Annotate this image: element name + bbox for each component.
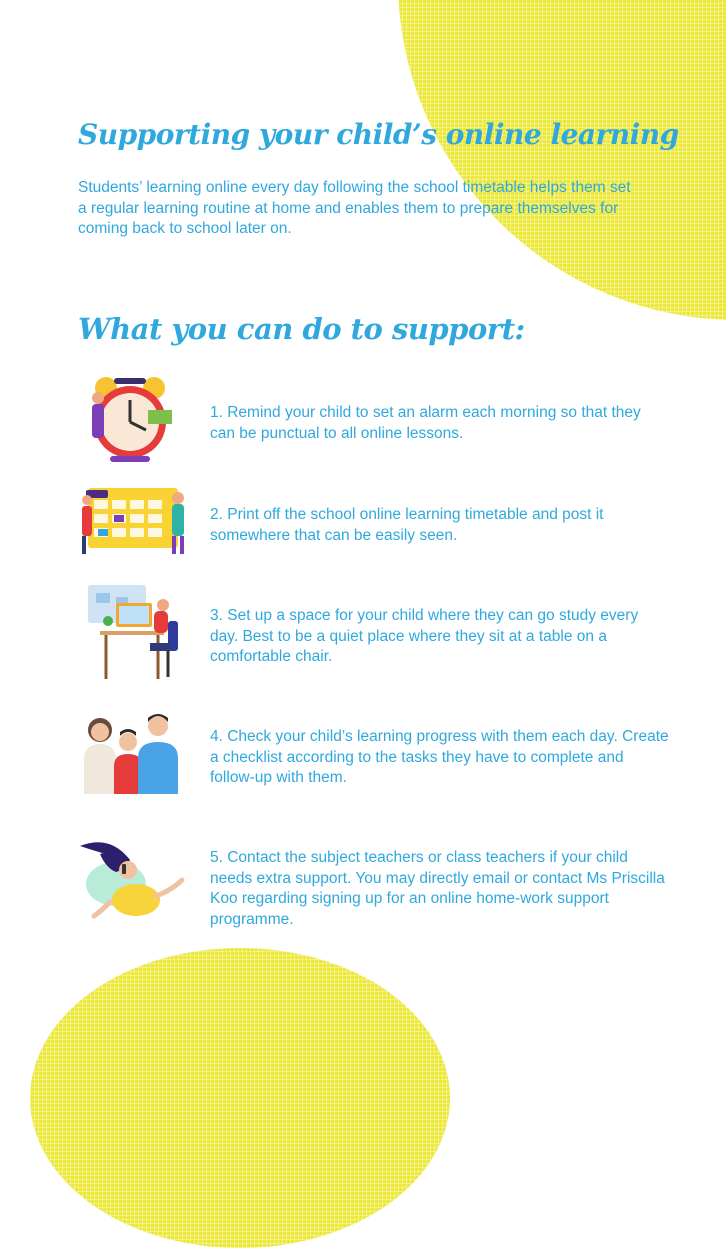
decorative-yellow-circle-bottom	[30, 948, 450, 1248]
step-1-text: 1. Remind your child to set an alarm each morning so that they can be punctual to all online lessons.	[210, 404, 641, 442]
step-5-text: 5. Contact the subject teachers or class teachers if your child needs extra support. You may directly email or contact Ms Priscilla Koo regarding signing up for an online home-work support programme.	[210, 849, 665, 928]
intro-paragraph: Students’ learning online every day following the school timetable helps them set a regular learning routine at home and enables them to prepare themselves for coming back to school later on.	[78, 179, 631, 237]
step-4-text: 4. Check your child’s learning progress with them each day. Create a checklist according to the tasks they have to complete and follow-up with them.	[210, 728, 669, 786]
page-title: Supporting your child’s online learning	[78, 118, 679, 151]
step-2-text: 2. Print off the school online learning timetable and post it somewhere that can be easily seen.	[210, 506, 604, 544]
study-desk-icon	[86, 583, 186, 683]
phone-call-icon	[80, 838, 190, 922]
section-heading: What you can do to support:	[78, 312, 525, 346]
family-icon	[80, 710, 184, 796]
alarm-clock-icon	[84, 374, 176, 466]
step-3-text: 3. Set up a space for your child where they can go study every day. Best to be a quiet place where they sit at a table on a comfortable chair.	[210, 607, 639, 665]
decorative-yellow-circle-top	[398, 0, 726, 320]
timetable-board-icon	[78, 486, 194, 556]
